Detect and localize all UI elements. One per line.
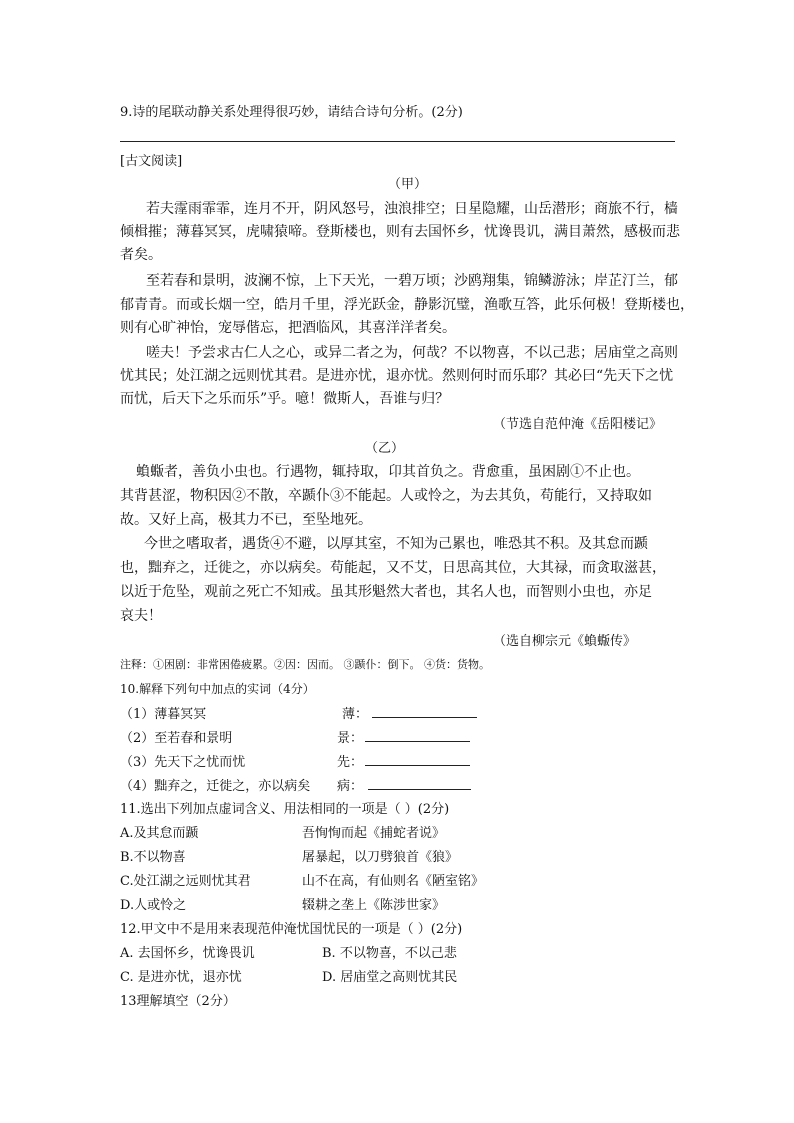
passage-jia-line: 则有心旷神怡，宠辱偕忘，把酒临风，其喜洋洋者矣。	[120, 320, 456, 336]
q10-answer-blank[interactable]	[368, 789, 471, 790]
passage-jia-line: 倾楫摧；薄暮冥冥，虎啸猿啼。登斯楼也，则有去国怀乡，忧谗畏讥，满目萧然，感极而悲	[120, 224, 680, 240]
passage-yi-line: 哀夫！	[120, 608, 162, 624]
q10-sentence: （1）薄暮冥冥	[120, 707, 207, 722]
q11-option-left: B.不以物喜	[120, 850, 186, 865]
passage-yi-line: 以近于危坠，观前之死亡不知戒。虽其形魁然大者也，其名人也，而智则小虫也，亦足	[120, 584, 652, 600]
section-title: [古文阅读]	[120, 154, 183, 169]
question-9: 9.诗的尾联动静关系处理得很巧妙，请结合诗句分析。(2分)	[120, 105, 463, 120]
passage-yi-source: （选自柳宗元《蝜蝂传》	[493, 634, 637, 649]
q10-sentence: （4）黜弃之，迁徙之，亦以病矣	[120, 779, 311, 794]
q11-option-left: A.及其怠而踬	[120, 826, 199, 841]
passage-jia-line: 至若春和景明，波澜不惊，上下天光，一碧万顷；沙鸥翔集，锦鳞游泳；岸芷汀兰，郁	[146, 273, 678, 289]
passage-jia-line: 者矣。	[120, 247, 162, 263]
passage-jia-source: （节选自范仲淹《岳阳楼记》	[493, 417, 663, 432]
q10-word-label: 景：	[337, 731, 364, 746]
q10-answer-blank[interactable]	[372, 717, 477, 718]
passage-yi-line: 故。又好上高，极其力不已，至坠地死。	[120, 512, 372, 528]
q11-option-right: 山不在高，有仙则名《陋室铭》	[302, 874, 485, 889]
passage-yi-line: 蝜蝂者，善负小虫也。行遇物，辄持取，卬其首负之。背愈重，虽困剧①不止也。	[136, 464, 640, 480]
passage-jia-line: 郁青青。而或长烟一空，皓月千里，浮光跃金，静影沉璧，渔歌互答，此乐何极！登斯楼也，	[120, 297, 694, 313]
passage-yi-mark: （乙）	[365, 441, 405, 456]
q11-option-left: C.处江湖之远则忧其君	[120, 874, 251, 889]
passage-jia-line: 忧其民；处江湖之远则忧其君。是进亦忧，退亦忧。然则何时而乐耶？其必曰“先天下之忧	[120, 368, 674, 384]
q12-option-a: A. 去国怀乡，忧谗畏讥	[120, 946, 255, 961]
question-12-title: 12.甲文中不是用来表现范仲淹忧国忧民的一项是（ ）(2分)	[120, 922, 463, 937]
question-11-title: 11.选出下列加点虚词含义、用法相同的一项是（ ）(2分)	[120, 802, 450, 817]
q11-option-right: 屠暴起，以刀劈狼首《狼》	[302, 850, 459, 865]
passage-yi-line: 其背甚涩，物积因②不散，卒踬仆③不能起。人或怜之，为去其负，苟能行，又持取如	[120, 488, 652, 504]
passage-jia-line: 若夫霪雨霏霏，连月不开，阴风怒号，浊浪排空；日星隐耀，山岳潜形；商旅不行，樯	[146, 201, 678, 217]
q10-sentence: （3）先天下之忧而忧	[120, 755, 246, 770]
q11-option-left: D.人或怜之	[120, 898, 187, 913]
q12-option-c: C. 是进亦忧，退亦忧	[120, 970, 242, 985]
q11-option-right: 辍耕之垄上《陈涉世家》	[302, 898, 446, 913]
question-10-title: 10.解释下列句中加点的实词（4分）	[120, 682, 315, 696]
passage-yi-line: 今世之嗜取者，遇货④不避，以厚其室，不知为己累也，唯恐其不积。及其怠而踬	[144, 536, 648, 552]
q10-word-label: 先：	[337, 755, 364, 770]
passage-jia-mark: （甲）	[388, 177, 428, 192]
divider-line	[120, 141, 675, 142]
passage-jia-line: 而忧，后天下之乐而乐”乎。噫！微斯人，吾谁与归？	[120, 391, 450, 407]
q11-option-right: 吾恂恂而起《捕蛇者说》	[302, 826, 446, 841]
annotation-notes: 注释：①困剧：非常困倦疲累。②因：因而。 ③踬仆：倒下。 ④货：货物。	[120, 658, 490, 671]
passage-yi-line: 也，黜弃之，迁徙之，亦以病矣。苟能起，又不艾，日思高其位，大其禄，而贪取滋甚，	[120, 560, 666, 576]
question-13-title: 13理解填空（2分）	[120, 994, 236, 1009]
q10-answer-blank[interactable]	[365, 765, 470, 766]
q10-word-label: 薄：	[342, 707, 369, 722]
passage-jia-line: 嗟夫！予尝求古仁人之心，或异二者之为，何哉？不以物喜，不以己悲；居庙堂之高则	[146, 345, 678, 361]
q10-word-label: 病：	[337, 779, 364, 794]
q10-answer-blank[interactable]	[365, 741, 470, 742]
q12-option-b: B. 不以物喜，不以己悲	[322, 946, 457, 961]
q12-option-d: D. 居庙堂之高则忧其民	[322, 970, 458, 985]
q10-sentence: （2）至若春和景明	[120, 731, 233, 746]
